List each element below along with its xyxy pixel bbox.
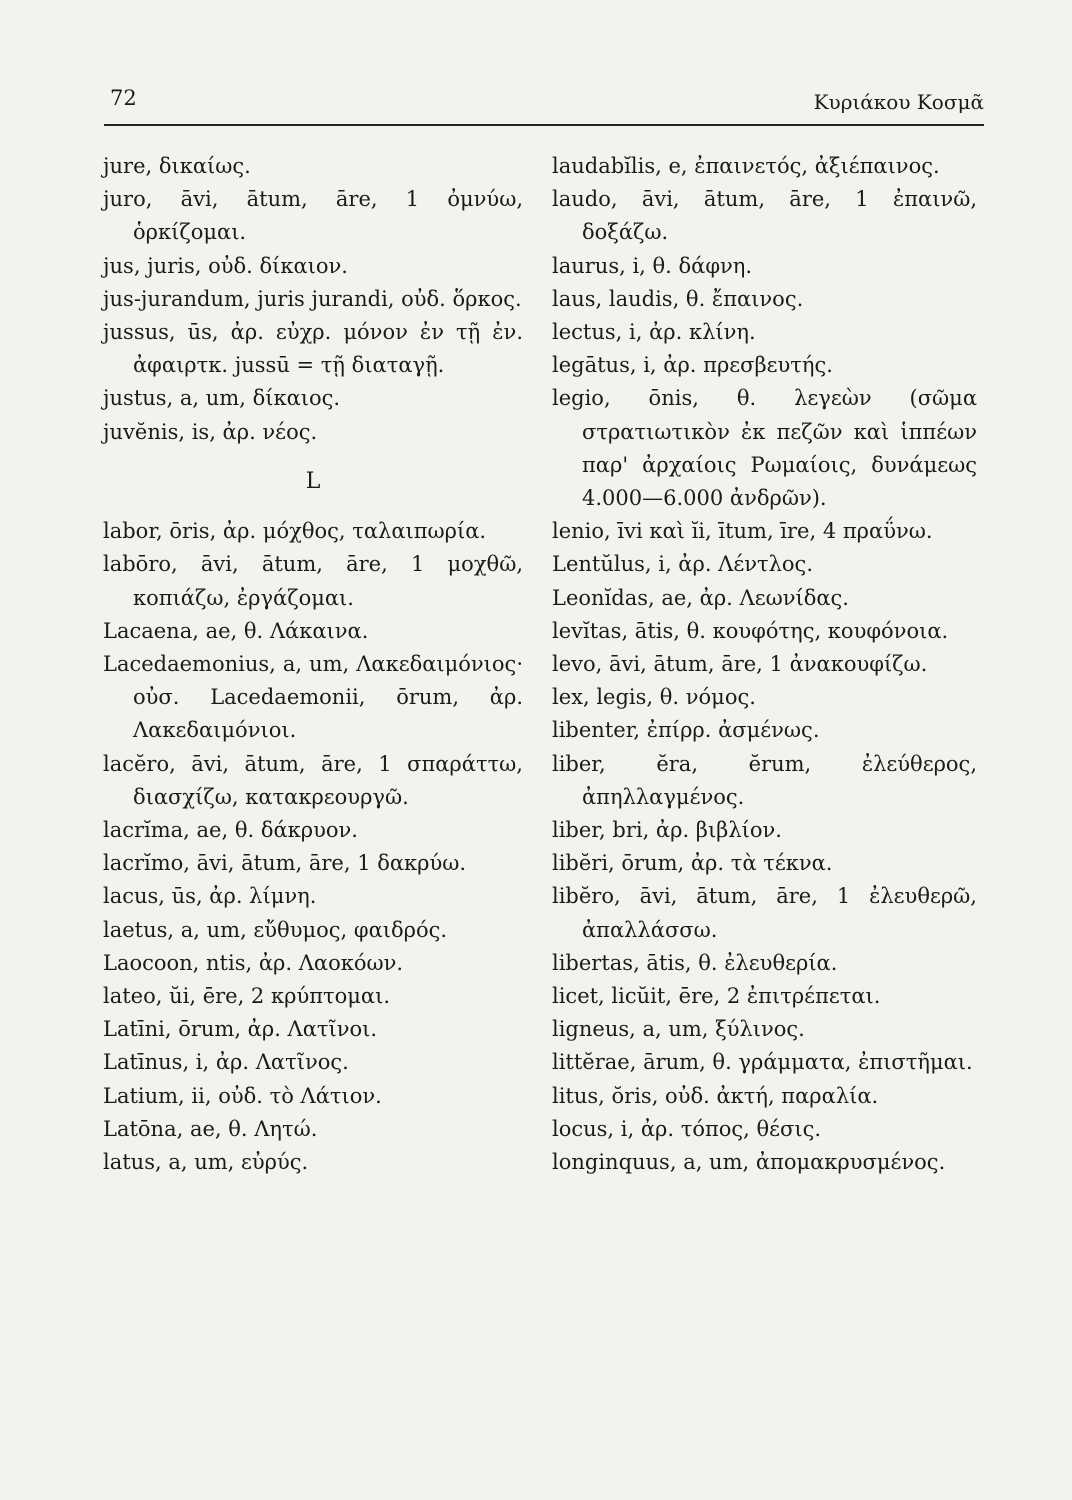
right-column bbox=[552, 150, 977, 1179]
dictionary-entry: littĕrae, ārum, θ. γράμματα, ἐπιστῆμαι. bbox=[552, 1050, 973, 1075]
dictionary-entry: longinquus, a, um, ἀπομακρυσμένος. bbox=[552, 1150, 946, 1175]
dictionary-entry: ligneus, a, um, ξύλινος. bbox=[552, 1017, 805, 1042]
dictionary-entry: lectus, i, ἀρ. κλίνη. bbox=[552, 320, 756, 345]
dictionary-entry: libenter, ἐπίρρ. ἀσμένως. bbox=[552, 718, 820, 743]
dictionary-entry: laus, laudis, θ. ἔπαινος. bbox=[552, 286, 804, 311]
dictionary-entry: laetus, a, um, εὔθυμος, φαιδρός. bbox=[103, 917, 448, 942]
dictionary-entry: jussus, ūs, ἀρ. εὐχρ. μόνον ἐν τῇ ἐν. ἀφαιρτκ. jussū = τῇ διαταγῇ. bbox=[103, 320, 523, 378]
dictionary-entry: lateo, ŭi, ēre, 2 κρύπτομαι. bbox=[103, 984, 391, 1009]
page-number: 72 bbox=[110, 86, 137, 110]
dictionary-entry: lacus, ūs, ἀρ. λίμνη. bbox=[103, 884, 317, 909]
dictionary-entry: lex, legis, θ. νόμος. bbox=[552, 685, 756, 710]
dictionary-entry: legio, ōnis, θ. λεγεὼν (σῶμα στρατιωτικὸν ἐκ πεζῶν καὶ ἱππέων παρ' ἀρχαίοις Ρωμαίοις, δυνάμεως 4.000—6.000 ἀνδρῶν). bbox=[552, 386, 977, 511]
dictionary-entry: laudo, āvi, ātum, āre, 1 ἐπαινῶ, δοξάζω. bbox=[552, 187, 977, 245]
left-column bbox=[103, 150, 523, 1179]
dictionary-entry: laurus, i, θ. δάφνη. bbox=[552, 253, 753, 278]
dictionary-entry: levĭtas, ātis, θ. κουφότης, κουφόνοια. bbox=[552, 618, 949, 643]
dictionary-entry: levo, āvi, ātum, āre, 1 ἀνακουφίζω. bbox=[552, 652, 928, 677]
dictionary-entry: Lacaena, ae, θ. Λάκαινα. bbox=[103, 618, 369, 643]
dictionary-entry: lacrĭma, ae, θ. δάκρυον. bbox=[103, 818, 358, 843]
dictionary-entry: locus, i, ἀρ. τόπος, θέσις. bbox=[552, 1116, 822, 1141]
dictionary-entry: labor, ōris, ἀρ. μόχθος, ταλαιπωρία. bbox=[103, 519, 487, 544]
dictionary-entry: licet, licŭit, ēre, 2 ἐπιτρέπεται. bbox=[552, 984, 881, 1009]
dictionary-entry: liber, ĕra, ĕrum, ἐλεύθερος, ἀπηλλαγμένος. bbox=[552, 751, 977, 809]
dictionary-entry: Laocoon, ntis, ἀρ. Λαοκόων. bbox=[103, 950, 404, 975]
running-head: Κυριάκου Κοσμᾶ bbox=[813, 90, 984, 114]
section-letter-heading: L bbox=[305, 468, 321, 494]
dictionary-entry: jure, δικαίως. bbox=[103, 154, 251, 178]
dictionary-entry: Latīnus, i, ἀρ. Λατῖνος. bbox=[103, 1050, 349, 1075]
header-rule bbox=[104, 124, 984, 126]
dictionary-entry: lenio, īvi καὶ ĭi, ītum, īre, 4 πραΰνω. bbox=[552, 519, 933, 544]
dictionary-entry: jus-jurandum, juris jurandi, οὐδ. ὅρκος. bbox=[103, 286, 522, 311]
dictionary-entry: labōro, āvi, ātum, āre, 1 μοχθῶ, κοπιάζω, ἐργάζομαι. bbox=[103, 552, 523, 610]
dictionary-entry: justus, a, um, δίκαιος. bbox=[103, 386, 341, 411]
dictionary-entry: legātus, i, ἀρ. πρεσβευτής. bbox=[552, 353, 833, 378]
dictionary-entry: laudabĭlis, e, ἐπαινετός, ἀξιέπαινος. bbox=[552, 154, 940, 178]
dictionary-entry: Latium, ii, οὐδ. τὸ Λάτιον. bbox=[103, 1083, 382, 1108]
dictionary-entry: jus, juris, οὐδ. δίκαιον. bbox=[103, 253, 348, 278]
dictionary-entry: libĕro, āvi, ātum, āre, 1 ἐλευθερῶ, ἀπαλλάσσω. bbox=[552, 884, 977, 942]
dictionary-entry: lacĕro, āvi, ātum, āre, 1 σπαράττω, διασχίζω, κατακρεουργῶ. bbox=[103, 751, 523, 809]
dictionary-entry: Lacedaemonius, a, um, Λακεδαιμόνιος· οὐσ. Lacedaemonii, ōrum, ἀρ. Λακεδαιμόνιοι. bbox=[103, 652, 523, 743]
dictionary-entry: latus, a, um, εὐρύς. bbox=[103, 1150, 309, 1175]
dictionary-entry: juvĕnis, is, ἀρ. νέος. bbox=[103, 419, 318, 444]
dictionary-entry: lacrĭmo, āvi, ātum, āre, 1 δακρύω. bbox=[103, 851, 467, 876]
dictionary-entry: juro, āvi, ātum, āre, 1 ὀμνύω, ὁρκίζομαι. bbox=[103, 187, 523, 245]
dictionary-entry: libĕri, ōrum, ἀρ. τὰ τέκνα. bbox=[552, 851, 833, 876]
dictionary-entry: Leonĭdas, ae, ἀρ. Λεωνίδας. bbox=[552, 585, 849, 610]
dictionary-entry: litus, ŏris, οὐδ. ἀκτή, παραλία. bbox=[552, 1083, 879, 1108]
dictionary-entry: Latōna, ae, θ. Λητώ. bbox=[103, 1116, 318, 1141]
dictionary-entry: libertas, ātis, θ. ἐλευθερία. bbox=[552, 950, 838, 975]
dictionary-entry: Latīni, ōrum, ἀρ. Λατῖνοι. bbox=[103, 1017, 378, 1042]
dictionary-entry: liber, bri, ἀρ. βιβλίον. bbox=[552, 818, 782, 843]
dictionary-entry: Lentŭlus, i, ἀρ. Λέντλος. bbox=[552, 552, 813, 577]
